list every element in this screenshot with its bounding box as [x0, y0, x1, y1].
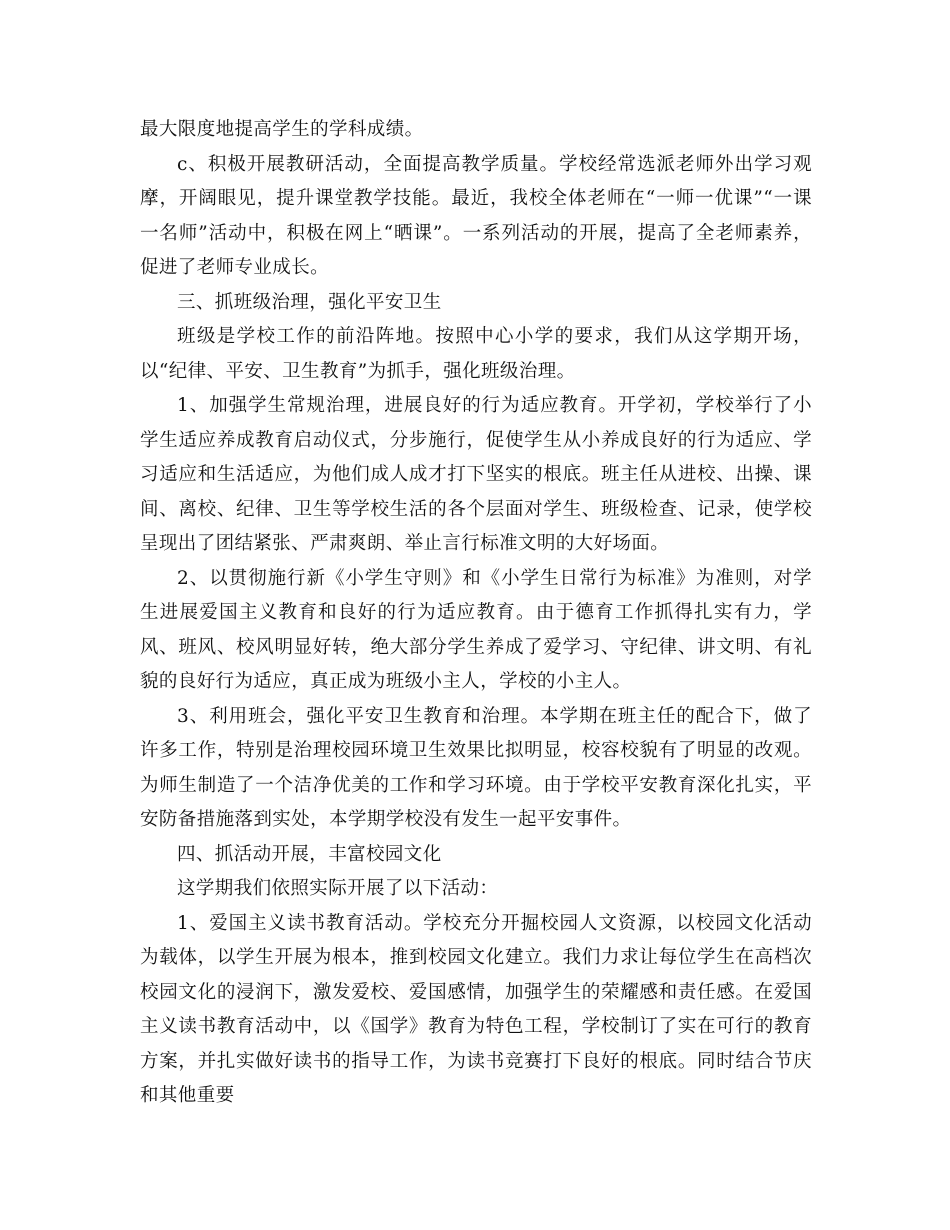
paragraph-continuation: 最大限度地提高学生的学科成绩。 [140, 119, 424, 140]
document-body [140, 113, 812, 1114]
paragraph-class-meeting-safety: 3、利用班会，强化平安卫生教育和治理。本学期在班主任的配合下，做了许多工作，特别是治理校园环境卫生效果比拟明显，校容校貌有了明显的改观。为师生制造了一个洁净优美的工作和学习环境。由于学校平安教育深化扎实，平安防备措施落到实处，本学期学校没有发生一起平安事件。 [140, 705, 812, 830]
paragraph-class-frontline: 班级是学校工作的前沿阵地。按照中心小学的要求，我们从这学期开场，以“纪律、平安、卫生教育”为抓手，强化班级治理。 [140, 326, 812, 382]
paragraph-teaching-research: c、积极开展教研活动，全面提高教学质量。学校经常选派老师外出学习观摩，开阔眼见，提升课堂教学技能。最近，我校全体老师在“一师一优课”“一课一名师”活动中，积极在网上“晒课”。一系列活动的开展，提高了全老师素养，促进了老师专业成长。 [140, 153, 812, 278]
paragraph-student-code: 2、以贯彻施行新《小学生守则》和《小学生日常行为标准》为准则，对学生进展爱国主义教育和良好的行为适应教育。由于德育工作抓得扎实有力，学风、班风、校风明显好转，绝大部分学生养成了爱学习、守纪律、讲文明、有礼貌的良好行为适应，真正成为班级小主人，学校的小主人。 [140, 567, 812, 692]
paragraph-routine-management: 1、加强学生常规治理，进展良好的行为适应教育。开学初，学校举行了小学生适应养成教育启动仪式，分步施行，促使学生从小养成良好的行为适应、学习适应和生活适应，为他们成人成才打下坚实的根底。班主任从进校、出操、课间、离校、纪律、卫生等学校生活的各个层面对学生、班级检查、记录，使学校呈现出了团结紧张、严肃爽朗、举止言行标准文明的大好场面。 [140, 395, 812, 554]
section-heading-activities: 四、抓活动开展，丰富校园文化 [177, 843, 442, 865]
section-heading-class-management: 三、抓班级治理，强化平安卫生 [177, 291, 442, 313]
paragraph-patriotic-reading: 1、爱国主义读书教育活动。学校充分开掘校园人文资源，以校园文化活动为载体，以学生开展为根本，推到校园文化建立。我们力求让每位学生在高档次校园文化的浸润下，激发爱校、爱国感情，加强学生的荣耀感和责任感。在爱国主义读书教育活动中，以《国学》教育为特色工程，学校制订了实在可行的教育方案，并扎实做好读书的指导工作，为读书竞赛打下良好的根底。同时结合节庆和其他重要 [140, 912, 812, 1106]
paragraph-activities-intro: 这学期我们依照实际开展了以下活动： [177, 878, 499, 899]
